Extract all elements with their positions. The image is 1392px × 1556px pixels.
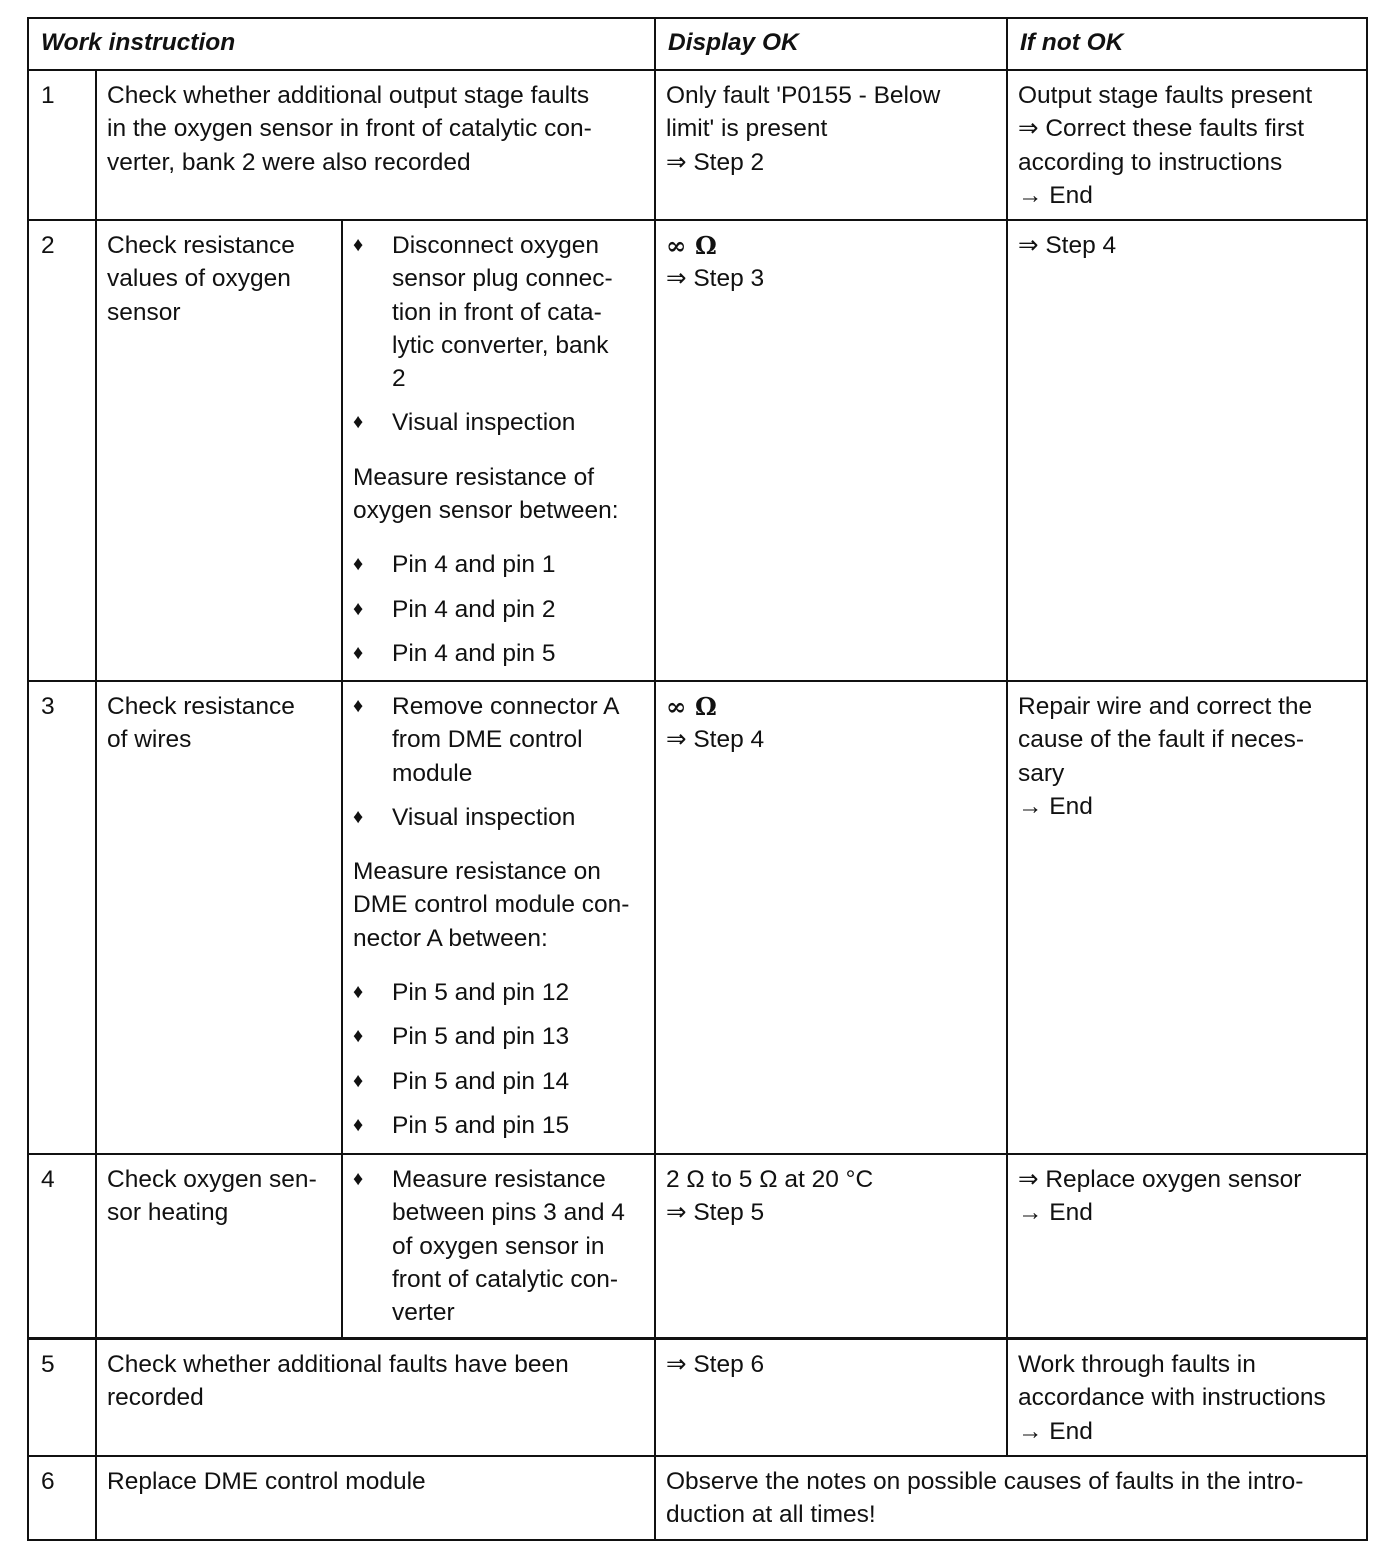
pin-line: Pin 5 and pin 13 [392, 1023, 570, 1051]
if-not-ok-line: Work through faults in [1018, 1351, 1256, 1378]
instruction-line: verter, bank 2 were also recorded [107, 148, 471, 176]
diamond-bullet-icon: ♦ [353, 695, 364, 717]
table-row [28, 681, 1367, 1154]
diamond-bullet-icon: ♦ [353, 1069, 364, 1092]
instruction-line: sor heating [107, 1199, 229, 1227]
pin-line: Pin 5 and pin 15 [392, 1111, 570, 1139]
diamond-bullet-icon: ♦ [353, 805, 364, 828]
if-not-ok-line: sary [1018, 759, 1065, 787]
instruction-line: sensor [107, 298, 181, 326]
instruction-cell [96, 1456, 655, 1540]
pin-item [353, 593, 644, 626]
pin-line: Pin 5 and pin 14 [392, 1067, 570, 1095]
bullet-line: Disconnect oxygen [392, 232, 600, 259]
table-row [28, 1339, 1367, 1457]
instruction-cell [96, 1154, 342, 1339]
measure-line: Measure resistance of [353, 463, 595, 491]
if-not-ok-line: ⇒ Correct these faults first [1018, 115, 1305, 143]
bullet-line: front of catalytic con- [392, 1265, 619, 1293]
if-not-ok-cell [1007, 1339, 1367, 1457]
bullet-line: Remove connector A [392, 693, 620, 720]
if-not-ok-line: ⇒ Replace oxygen sensor [1018, 1166, 1302, 1193]
procedure-cell [342, 1154, 655, 1339]
note-cell [655, 1456, 1367, 1540]
diamond-bullet-icon: ♦ [353, 1168, 364, 1190]
if-not-ok-line: → End [1018, 1199, 1093, 1227]
pin-line: Pin 4 and pin 5 [392, 639, 556, 667]
if-not-ok-line: ⇒ Step 4 [1018, 232, 1117, 259]
instruction-line: in the oxygen sensor in front of catalytic con- [107, 115, 592, 143]
display-ok-cell [655, 681, 1007, 1154]
display-ok-line: ⇒ Step 6 [666, 1351, 765, 1378]
instruction-cell [96, 70, 655, 220]
if-not-ok-line: → End [1018, 1417, 1093, 1445]
pin-item [353, 1109, 644, 1142]
measure-line: Measure resistance on [353, 858, 601, 886]
pin-line: Pin 4 and pin 2 [392, 595, 556, 623]
step-number: 6 [28, 1456, 96, 1540]
infinity-ohm-value: ∞ Ω [666, 231, 717, 260]
bullet-line: lytic converter, bank [392, 331, 609, 359]
bullet-line: 2 [392, 365, 406, 393]
bullet-line: module [392, 759, 473, 787]
display-ok-line: limit' is present [666, 115, 828, 143]
diamond-bullet-icon: ♦ [353, 553, 364, 576]
diamond-bullet-icon: ♦ [353, 1025, 364, 1048]
display-ok-line: ⇒ Step 2 [666, 148, 765, 176]
bullet-line: verter [392, 1299, 455, 1327]
instruction-line: of wires [107, 726, 192, 754]
if-not-ok-line: according to instructions [1018, 148, 1283, 176]
pin-item [353, 637, 644, 670]
step-number: 1 [28, 70, 96, 220]
diamond-bullet-icon: ♦ [353, 234, 364, 256]
header-row [28, 18, 1367, 70]
display-ok-line: ⇒ Step 5 [666, 1199, 765, 1227]
measure-line: DME control module con- [353, 891, 630, 919]
instruction-cell [96, 681, 342, 1154]
display-ok-cell [655, 1339, 1007, 1457]
bullet-line: tion in front of cata- [392, 298, 602, 326]
work-instruction-table [27, 17, 1368, 1541]
step-number: 3 [28, 681, 96, 1154]
instruction-line: values of oxygen [107, 265, 291, 293]
diamond-bullet-icon: ♦ [353, 1113, 364, 1136]
instruction-line: Check resistance [107, 693, 295, 720]
pin-item [353, 976, 644, 1009]
diamond-bullet-icon: ♦ [353, 641, 364, 664]
resistance-range: 2 Ω to 5 Ω at 20 °C [666, 1166, 874, 1193]
if-not-ok-line: Output stage faults present [1018, 82, 1313, 109]
instruction-cell [96, 220, 342, 681]
bullet-line: Visual inspection [392, 803, 576, 831]
measure-line: nector A between: [353, 924, 548, 952]
diamond-bullet-icon: ♦ [353, 981, 364, 1004]
if-not-ok-cell [1007, 1154, 1367, 1339]
instruction-line: Replace DME control module [107, 1468, 426, 1495]
procedure-cell [342, 681, 655, 1154]
table-row [28, 1154, 1367, 1339]
instruction-line: Check resistance [107, 232, 295, 259]
if-not-ok-line: → End [1018, 792, 1093, 820]
pin-item [353, 1020, 644, 1053]
bullet-item [353, 690, 644, 790]
display-ok-line: Only fault 'P0155 - Below [666, 82, 941, 109]
note-line: Observe the notes on possible causes of faults in the intro- [666, 1468, 1304, 1495]
instruction-cell [96, 1339, 655, 1457]
pin-line: Pin 4 and pin 1 [392, 551, 556, 579]
pin-item [353, 548, 644, 581]
instruction-line: Check whether additional output stage faults [107, 82, 590, 109]
if-not-ok-cell [1007, 70, 1367, 220]
header-display-ok: Display OK [655, 18, 1007, 70]
display-ok-line: ⇒ Step 3 [666, 265, 765, 293]
infinity-ohm-value: ∞ Ω [666, 692, 717, 721]
instruction-line: recorded [107, 1384, 204, 1412]
diamond-bullet-icon: ♦ [353, 597, 364, 620]
instruction-line: Check oxygen sen- [107, 1166, 317, 1193]
pin-line: Pin 5 and pin 12 [392, 979, 570, 1007]
if-not-ok-line: Repair wire and correct the [1018, 693, 1313, 720]
step-number: 2 [28, 220, 96, 681]
header-work-instruction: Work instruction [28, 18, 655, 70]
bullet-line: of oxygen sensor in [392, 1232, 605, 1260]
header-if-not-ok: If not OK [1007, 18, 1367, 70]
pin-item [353, 1065, 644, 1098]
bullet-line: Measure resistance [392, 1166, 606, 1193]
display-ok-line: ⇒ Step 4 [666, 726, 765, 754]
if-not-ok-cell [1007, 220, 1367, 681]
bullet-line: Visual inspection [392, 409, 576, 437]
bullet-item [353, 1163, 644, 1329]
if-not-ok-line: → End [1018, 181, 1093, 209]
bullet-line: from DME control [392, 726, 583, 754]
bullet-line: between pins 3 and 4 [392, 1199, 625, 1227]
bullet-item [353, 406, 644, 439]
bullet-item [353, 229, 644, 395]
step-number: 4 [28, 1154, 96, 1339]
bullet-item [353, 801, 644, 834]
if-not-ok-line: cause of the fault if neces- [1018, 726, 1304, 754]
display-ok-cell [655, 70, 1007, 220]
diamond-bullet-icon: ♦ [353, 411, 364, 434]
table-row [28, 1456, 1367, 1540]
procedure-cell [342, 220, 655, 681]
table-row [28, 70, 1367, 220]
if-not-ok-cell [1007, 681, 1367, 1154]
measure-line: oxygen sensor between: [353, 497, 619, 525]
display-ok-cell [655, 220, 1007, 681]
if-not-ok-line: accordance with instructions [1018, 1384, 1326, 1412]
display-ok-cell [655, 1154, 1007, 1339]
step-number: 5 [28, 1339, 96, 1457]
note-line: duction at all times! [666, 1501, 876, 1529]
table-row [28, 220, 1367, 681]
instruction-line: Check whether additional faults have been [107, 1351, 569, 1378]
bullet-line: sensor plug connec- [392, 265, 613, 293]
